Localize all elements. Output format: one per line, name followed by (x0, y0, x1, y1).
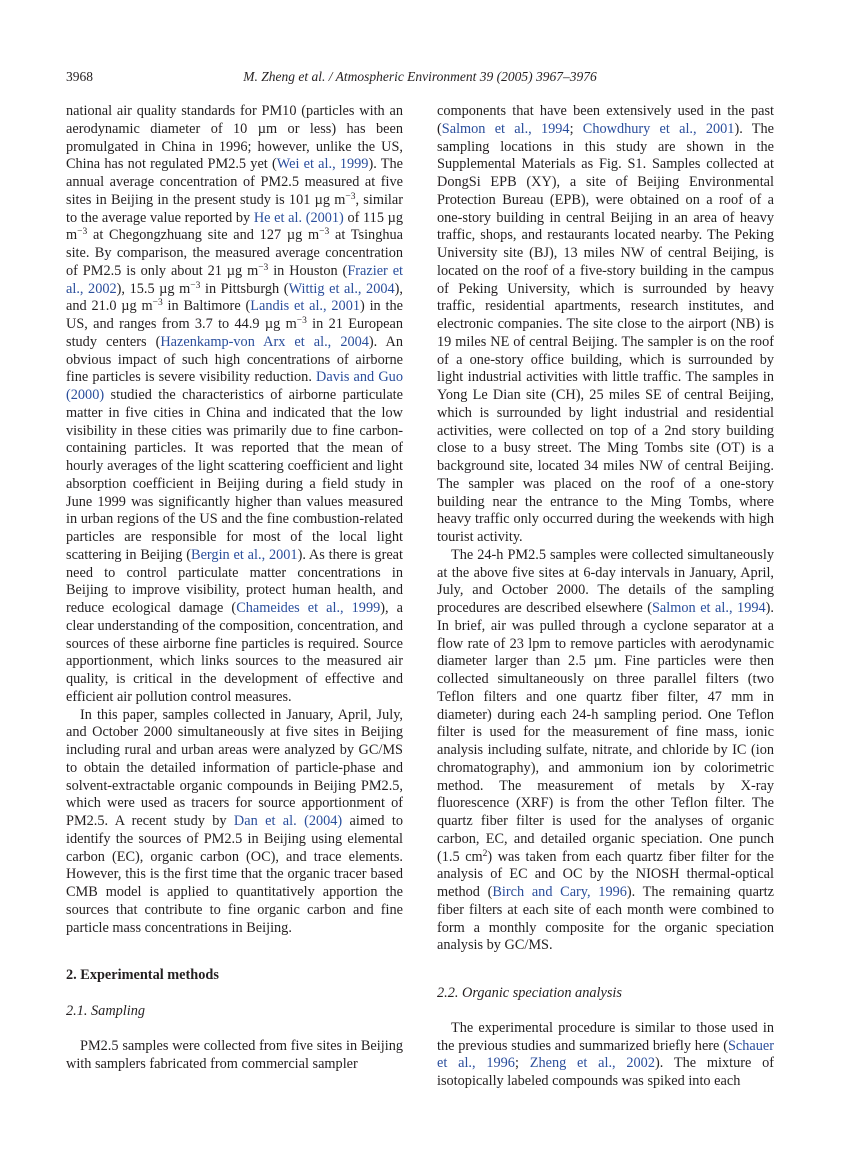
citation-link[interactable]: Davis and Guo (2000) (66, 369, 403, 403)
section-heading: 2. Experimental methods (66, 967, 219, 984)
running-head: M. Zheng et al. / Atmospheric Environment 39 (2005) 3967–3976 (243, 69, 597, 84)
subsection-heading: 2.1. Sampling (66, 1003, 146, 1019)
citation-link[interactable]: He et al. (2001) (253, 209, 344, 226)
paragraph: PM2.5 samples were collected from five sites in Beijing with samplers fabricated from commercial sampler (66, 1037, 403, 1072)
paragraph: The 24-h PM2.5 samples were collected simultaneously at the above five sites at 6-day intervals in January, April, July, and October 2000. The details of the sampling procedures are described elsewhere (Salmon et al., 1994). In brief, air was pulled through a cyclone separator at a flow rate of 23 lpm to remove particles with aerodynamic diameter larger than 2.5 µm. Fine particles were then collected simultaneously on three parallel filters (two Teflon filters and one quartz fiber filter, 47 mm in diameter) during each 24-h sampling period. One Teflon filter is used for the measurement of fine mass, ionic analysis including sulfate, nitrate, and chloride by IC (ion chromatography), and ammonium ion by colorimetric method. The measurement of metals by X-ray fluorescence (XRF) is from the other Teflon filter. The quartz fiber filter is used for the analyses of organic carbon, EC, and detailed organic speciation. One punch (1.5 $cm^2$) was taken from each quartz fiber filter for the analysis of EC and OC by the NIOSH thermal-optical method (Birch and Cary, 1996). The remaining quartz fiber filters at each site of each month were combined to form a monthly composite for the organic speciation analysis by GC/MS. (437, 546, 774, 954)
citation-link[interactable]: Chameides et al., 1999 (236, 600, 381, 616)
page-header (66, 69, 774, 89)
right-column (437, 103, 774, 1091)
citation-link[interactable]: Landis et al., 2001 (250, 298, 360, 315)
citation-link[interactable]: Dan et al. (2004) (233, 813, 343, 829)
citation-link[interactable]: Wei et al., 1999 (276, 156, 369, 173)
citation-link[interactable]: Wittig et al., 2004 (288, 280, 395, 297)
paragraph: national air quality standards for PM10 (particles with an aerodynamic diameter of 10 µm or less) has been promulgated in China in 1996; however, unlike the US, China has not regulated PM2.5 yet (Wei et al., 1999). The annual average concentration of PM2.5 measured at five sites in Beijing in the present study is 101 µg $m^{-3}$, similar to the average value reported by He et al. (2001) of 115 µg $m^{-3}$ at Chegongzhuang site and 127 µg $m^{-3}$ at Tsinghua site. By comparison, the measured average concentration of PM2.5 is only about 21 µg $m^{-3}$ in Houston (Frazier et al., 2002), 15.5 µg $m^{-3}$ in Pittsburgh (Wittig et al., 2004), and 21.0 µg $m^{-3}$ in Baltimore (Landis et al., 2001) in the US, and ranges from 3.7 to 44.9 µg $m^{-3}$ in 21 European study centers (Hazenkamp-von Arx et al., 2004). An obvious impact of such high concentrations of airborne fine particles is severe visibility reduction. Davis and Guo (2000) studied the characteristics of airborne particulate matter in five cities in China and indicated that the low visibility in these cities was primarily due to fine carbon-containing particles. It was reported that the mean of hourly averages of the light scattering coefficient and light absorption coefficient in Beijing during a field study in June 1999 was significantly higher than values measured in urban regions of the US and the fine combustion-related particles are responsible for most of the local light scattering in Beijing (Bergin et al., 2001). As there is great need to control particulate matter concentrations in Beijing to improve visibility, protect human health, and reduce ecological damage (Chameides et al., 1999), a clear understanding of the composition, concentration, and sources of these airborne fine particles is required. Source apportionment, which links sources to the measured air quality, is critical in the development of effective and efficient air pollution control measures. (66, 103, 404, 705)
citation-link[interactable]: Birch and Cary, 1996 (492, 884, 627, 900)
citation-link[interactable]: Zheng et al., 2002 (529, 1055, 655, 1072)
citation-link[interactable]: Salmon et al., 1994 (651, 600, 766, 616)
paragraph: In this paper, samples collected in January, April, July, and October 2000 simultaneously at five sites in Beijing including rural and urban areas were analyzed by GC/MS to obtain the detailed information of particle-phase and solvent-extractable organic compounds in Beijing PM2.5, which were used as tracers for source apportionment of PM2.5. A recent study by Dan et al. (2004) aimed to identify the sources of PM2.5 in Beijing using elemental carbon (EC), organic carbon (OC), and trace elements. However, this is the first time that the organic tracer based CMB model is applied to quantitatively apportion the sources that contribute to fine organic carbon and fine particle mass concentrations in Beijing. (66, 706, 403, 936)
citation-link[interactable]: Frazier et al., 2002 (66, 262, 404, 297)
paragraph: The experimental procedure is similar to those used in the previous studies and summarized briefly here (Schauer et al., 1996; Zheng et al., 2002). The mixture of isotopically labeled compounds was spiked into each (437, 1019, 775, 1089)
citation-link[interactable]: Hazenkamp-von Arx et al., 2004 (160, 333, 369, 350)
subsection-heading: 2.2. Organic speciation analysis (437, 985, 622, 1001)
paragraph: components that have been extensively used in the past (Salmon et al., 1994; Chowdhury et al., 2001). The sampling locations in this study are shown in the Supplemental Materials as Fig. S1. Samples collected at DongSi EPB (XY), a site of Beijing Environmental Protection Bureau (EPB), were obtained on a roof of a one-story building in central Beijing in an area of heavy traffic, shops, and restaurants located nearby. The Peking University site (BJ), 13 miles NW of central Beijing, is located on the roof of a five-story building in the campus of Peking University, which is surrounded by heavy traffic, residential apartments, research institutes, and electronic companies. The site close to the airport (NB) is 19 miles NE of central Beijing. The sampler is on the roof of a one-story office building, which is surrounded by light industrial activities with little traffic. The samples in Yong Le Dian site (CH), 25 miles SE of central Beijing, which is surrounded by light industrial and residential activities, were collected on top of a 2nd story building close to a busy street. The Ming Tombs site (OT) is a background site, located 34 miles NW of central Beijing. The sampler was placed on the roof of a one-story building near the entrance to the Ming Tombs, where heavy traffic only occurred during the weekends with high tourist activity. (437, 103, 774, 545)
citation-link[interactable]: Schauer et al., 1996 (437, 1037, 774, 1072)
citation-link[interactable]: Bergin et al., 2001 (191, 546, 298, 563)
left-column (66, 103, 403, 1073)
citation-link[interactable]: Salmon et al., 1994 (441, 120, 570, 137)
page-number: 3968 (66, 69, 93, 84)
citation-link[interactable]: Chowdhury et al., 2001 (582, 120, 735, 137)
